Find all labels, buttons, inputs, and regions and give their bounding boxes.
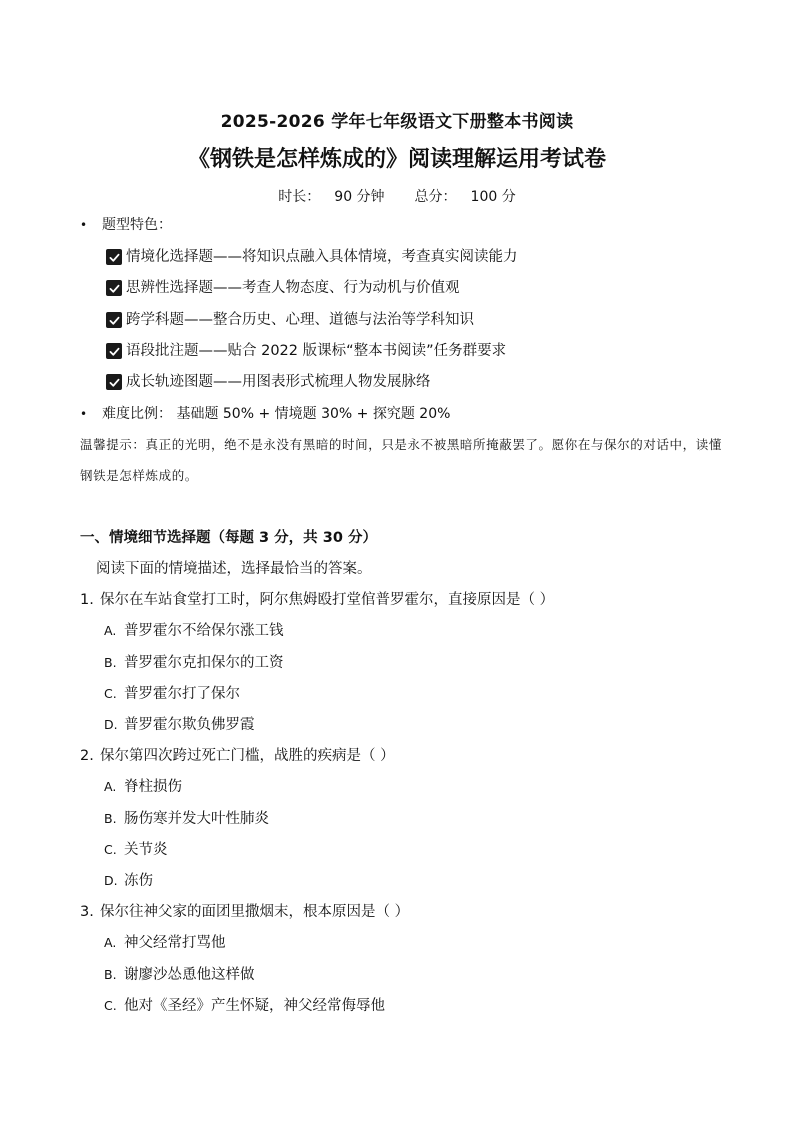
answer-option	[104, 808, 269, 830]
option-label: C.	[104, 998, 117, 1013]
answer-option	[104, 870, 153, 892]
duration-label: 时长：	[278, 189, 321, 205]
question-stem	[80, 745, 395, 767]
option-label: B.	[104, 655, 117, 670]
exam-title-line1: 2025-2026 学年七年级语文下册整本书阅读	[220, 112, 574, 132]
option-text: 普罗霍尔打了保尔	[124, 686, 240, 702]
option-text: 谢廖沙怂恿他这样做	[124, 967, 255, 983]
bullet-icon: •	[80, 407, 88, 421]
feature-item	[106, 371, 431, 393]
bullet-icon: •	[80, 218, 88, 232]
feature-item-text: 语段批注题——贴合 2022 版课标“整本书阅读”任务群要求	[126, 343, 507, 359]
option-label: B.	[104, 967, 117, 982]
tip-paragraph	[80, 429, 730, 491]
option-label: C.	[104, 686, 117, 701]
option-label: D.	[104, 717, 118, 732]
exam-meta	[0, 186, 794, 206]
duration-value: 90 分钟	[334, 189, 385, 205]
feature-item-text: 成长轨迹图题——用图表形式梳理人物发展脉络	[126, 374, 431, 390]
question-text: 保尔第四次跨过死亡门槛，战胜的疾病是（ ）	[100, 748, 395, 764]
check-box-icon	[106, 280, 122, 296]
question-number: 3.	[80, 904, 94, 920]
question-stem	[80, 901, 409, 923]
check-box-icon	[106, 343, 122, 359]
option-text: 神父经常打骂他	[124, 935, 226, 951]
feature-item-text: 跨学科题——整合历史、心理、道德与法治等学科知识	[126, 312, 474, 328]
check-box-icon	[106, 312, 122, 328]
check-box-icon	[106, 374, 122, 390]
features-heading-row	[80, 214, 172, 236]
difficulty-row	[80, 403, 450, 425]
section-instruction: 阅读下面的情境描述，选择最恰当的答案。	[96, 561, 372, 577]
option-text: 关节炎	[124, 842, 168, 858]
difficulty-text: 难度比例： 基础题 50% + 情境题 30% + 探究题 20%	[102, 406, 451, 422]
question-number: 2.	[80, 748, 94, 764]
check-box-icon	[106, 249, 122, 265]
tip-text: 真正的光明，绝不是永没有黑暗的时间，只是永不被黑暗所掩蔽罢了。愿你在与保尔的对话中，读懂钢铁是怎样炼成的。	[80, 437, 722, 483]
option-label: C.	[104, 842, 117, 857]
answer-option	[104, 683, 240, 705]
answer-option	[104, 714, 255, 736]
option-text: 肠伤寒并发大叶性肺炎	[124, 811, 269, 827]
answer-option	[104, 776, 182, 798]
exam-title-line2: 《钢铁是怎样炼成的》阅读理解运用考试卷	[187, 146, 606, 172]
section-heading: 一、情境细节选择题（每题 3 分，共 30 分）	[80, 530, 377, 546]
answer-option	[104, 964, 255, 986]
answer-option	[104, 932, 226, 954]
option-text: 脊柱损伤	[124, 779, 182, 795]
feature-item-text: 情境化选择题——将知识点融入具体情境，考查真实阅读能力	[126, 249, 518, 265]
answer-option	[104, 839, 168, 861]
option-label: A.	[104, 935, 117, 950]
feature-item	[106, 246, 518, 268]
option-text: 冻伤	[124, 873, 153, 889]
feature-item	[106, 277, 460, 299]
question-number: 1.	[80, 592, 94, 608]
option-label: D.	[104, 873, 118, 888]
answer-option	[104, 652, 284, 674]
feature-item	[106, 309, 474, 331]
features-heading: 题型特色：	[102, 217, 172, 233]
score-label: 总分：	[414, 189, 457, 205]
question-text: 保尔在车站食堂打工时，阿尔焦姆殴打堂倌普罗霍尔，直接原因是（ ）	[100, 592, 555, 608]
option-label: A.	[104, 623, 117, 638]
option-text: 普罗霍尔欺负佛罗霞	[124, 717, 255, 733]
question-stem	[80, 589, 554, 611]
option-label: A.	[104, 779, 117, 794]
feature-item-text: 思辨性选择题——考查人物态度、行为动机与价值观	[126, 280, 460, 296]
option-text: 普罗霍尔克扣保尔的工资	[124, 655, 284, 671]
tip-label: 温馨提示：	[80, 437, 146, 452]
option-text: 普罗霍尔不给保尔涨工钱	[124, 623, 284, 639]
answer-option	[104, 620, 284, 642]
option-text: 他对《圣经》产生怀疑，神父经常侮辱他	[124, 998, 385, 1014]
option-label: B.	[104, 811, 117, 826]
score-value: 100 分	[470, 189, 516, 205]
answer-option	[104, 995, 385, 1017]
question-text: 保尔往神父家的面团里撒烟末，根本原因是（ ）	[100, 904, 410, 920]
feature-item	[106, 340, 506, 362]
